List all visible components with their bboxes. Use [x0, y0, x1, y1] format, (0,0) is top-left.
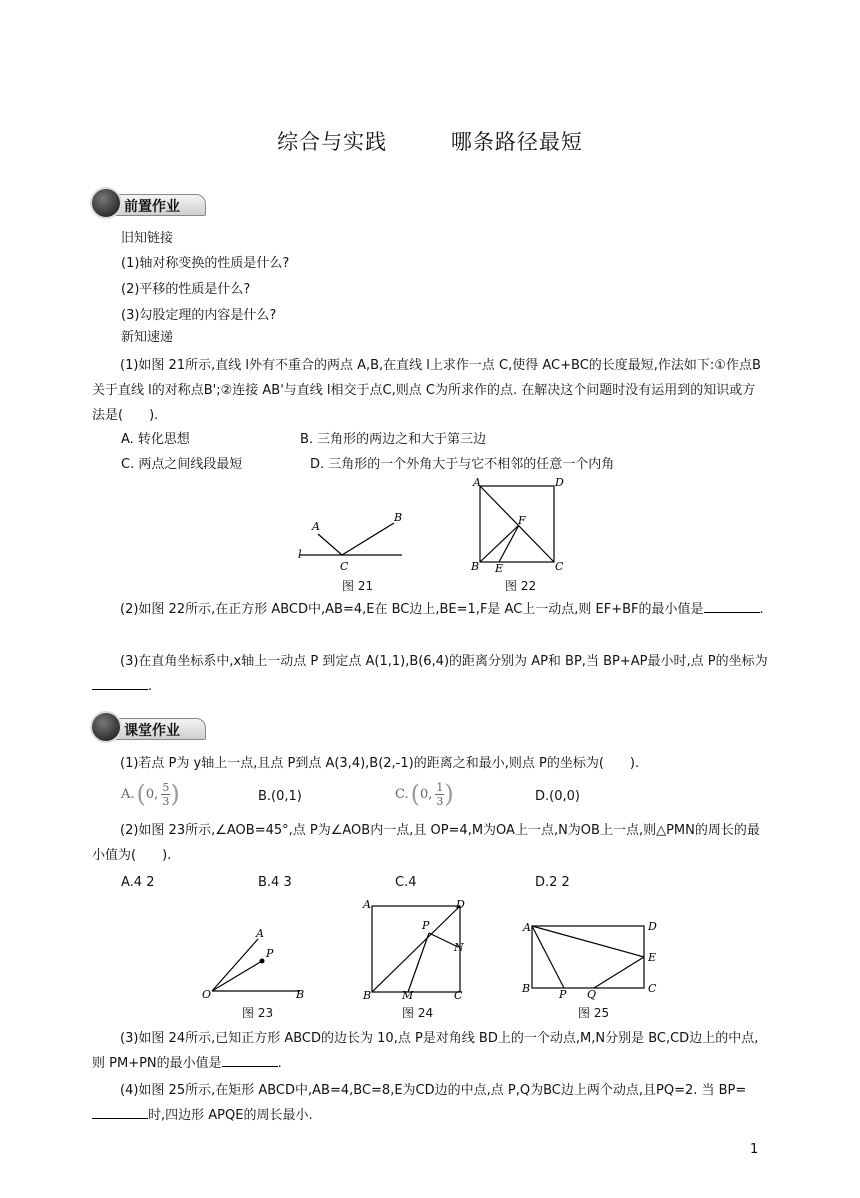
review-heading: 旧知链接 — [121, 231, 174, 246]
class-question-3: (3)如图 24所示,已知正方形 ABCD的边长为 10,点 P是对角线 BD上的一个动点,M,N分别是 BC,CD边上的中点,则 PM+PN的最小值是 . — [92, 1031, 759, 1071]
fig21-caption: 图 21 — [342, 579, 374, 593]
fig21-label: B — [394, 511, 403, 524]
fig25-label: E — [648, 951, 657, 964]
fig24-label: A — [363, 898, 371, 911]
fig24-label: P — [422, 919, 430, 932]
fig25-label: A — [523, 921, 531, 934]
class-option-c: C. ( 0, 1 3 ) — [395, 780, 454, 808]
fig25-label: P — [559, 988, 567, 1001]
fig25-label: D — [648, 920, 657, 933]
figure-24 — [358, 896, 472, 1002]
fig23-label: B — [296, 988, 305, 1001]
review-item: (2)平移的性质是什么? — [121, 282, 251, 297]
figure-25 — [516, 916, 662, 1002]
page-title — [0, 126, 860, 156]
class-question-4: (4)如图 25所示,在矩形 ABCD中,AB=4,BC=8,E为CD边的中点,点 P,Q为BC边上两个动点,且PQ=2. 当 BP=时,四边形 APQE的周长最小. — [92, 1078, 768, 1128]
class-option-b: B.(0,1) — [258, 789, 302, 804]
option-d: D. 三角形的一个外角大于与它不相邻的任意一个内角 — [310, 457, 615, 472]
fig24-label: N — [454, 941, 464, 954]
title-right: 哪条路径最短 — [450, 130, 583, 154]
pre-question-2: (2)如图 22所示,在正方形 ABCD中,AB=4,E在 BC边上,BE=1,F是 AC上一动点,则 EF+BF的最小值是 . — [120, 602, 764, 617]
fig22-label: F — [518, 514, 526, 527]
pre-question-1: (1)如图 21所示,直线 l外有不重合的两点 A,B,在直线 l上求作一点 C,使得 AC+BC的长度最短,作法如下:①作点B关于直线 l的对称点B';②连接 AB'与直线 l相交于点C,则点 C为所求作的点. 在解决这个问题时没有运用到的知识或方法是( ). — [92, 358, 761, 423]
fig25-caption: 图 25 — [578, 1006, 610, 1020]
class-question-1: (1)若点 P为 y轴上一点,且点 P到点 A(3,4),B(2,-1)的距离之和最小,则点 P的坐标为( ). — [120, 756, 640, 771]
fig24-label: B — [363, 989, 372, 1002]
class-option-d: D.(0,0) — [535, 789, 580, 804]
figure-22 — [468, 476, 570, 574]
fig24-label: D — [456, 898, 465, 911]
page-number: 1 — [750, 1142, 759, 1157]
option-c: C. 两点之间线段最短 — [121, 457, 243, 472]
fig25-label: Q — [587, 988, 597, 1001]
fig23-label: P — [266, 947, 274, 960]
class-homework-banner: 课堂作业 — [90, 710, 210, 740]
fig21-label: l — [298, 548, 302, 561]
fig22-label: B — [471, 560, 480, 573]
fig24-label: C — [454, 989, 463, 1002]
fig21-label: C — [340, 560, 349, 572]
pre-question-3: (3)在直角坐标系中,x轴上一动点 P 到定点 A(1,1),B(6,4)的距离分别为 AP和 BP,当 BP+AP最小时,点 P的坐标为. — [92, 649, 768, 699]
play-icon — [90, 711, 122, 743]
fig25-label: B — [522, 982, 531, 995]
fig22-label: A — [473, 476, 481, 489]
option-b: B. 三角形的两边之和大于第三边 — [300, 432, 487, 447]
fig24-label: M — [402, 989, 414, 1002]
fig21-label: A — [312, 520, 320, 533]
class-q2-option-a: A.4 2 — [121, 875, 155, 890]
title-left: 综合与实践 — [277, 130, 388, 154]
fig24-caption: 图 24 — [402, 1006, 434, 1020]
fig22-label: E — [495, 562, 504, 574]
fig25-label: C — [648, 982, 657, 995]
fig23-label: A — [256, 927, 264, 940]
class-question-2: (2)如图 23所示,∠AOB=45°,点 P为∠AOB内一点,且 OP=4,M为OA上一点,N为OB上一点,则△PMN的周长的最小值为( ). — [92, 823, 760, 863]
new-heading: 新知速递 — [121, 330, 174, 345]
fig23-caption: 图 23 — [242, 1006, 274, 1020]
class-q2-option-b: B.4 3 — [258, 875, 292, 890]
figure-23 — [196, 924, 316, 1002]
smile-icon — [90, 187, 122, 219]
review-item: (3)勾股定理的内容是什么? — [121, 308, 277, 323]
pre-homework-banner: 前置作业 — [90, 186, 210, 216]
fig23-label: O — [202, 988, 212, 1001]
fig22-caption: 图 22 — [505, 579, 537, 593]
figure-21 — [290, 506, 410, 572]
class-option-a: A. ( 0, 5 3 ) — [121, 780, 180, 808]
fig22-label: C — [555, 560, 564, 573]
fig22-label: D — [555, 476, 564, 489]
class-q2-option-c: C.4 — [395, 875, 417, 890]
class-q2-option-d: D.2 2 — [535, 875, 570, 890]
option-a: A. 转化思想 — [121, 432, 190, 447]
review-item: (1)轴对称变换的性质是什么? — [121, 256, 290, 271]
